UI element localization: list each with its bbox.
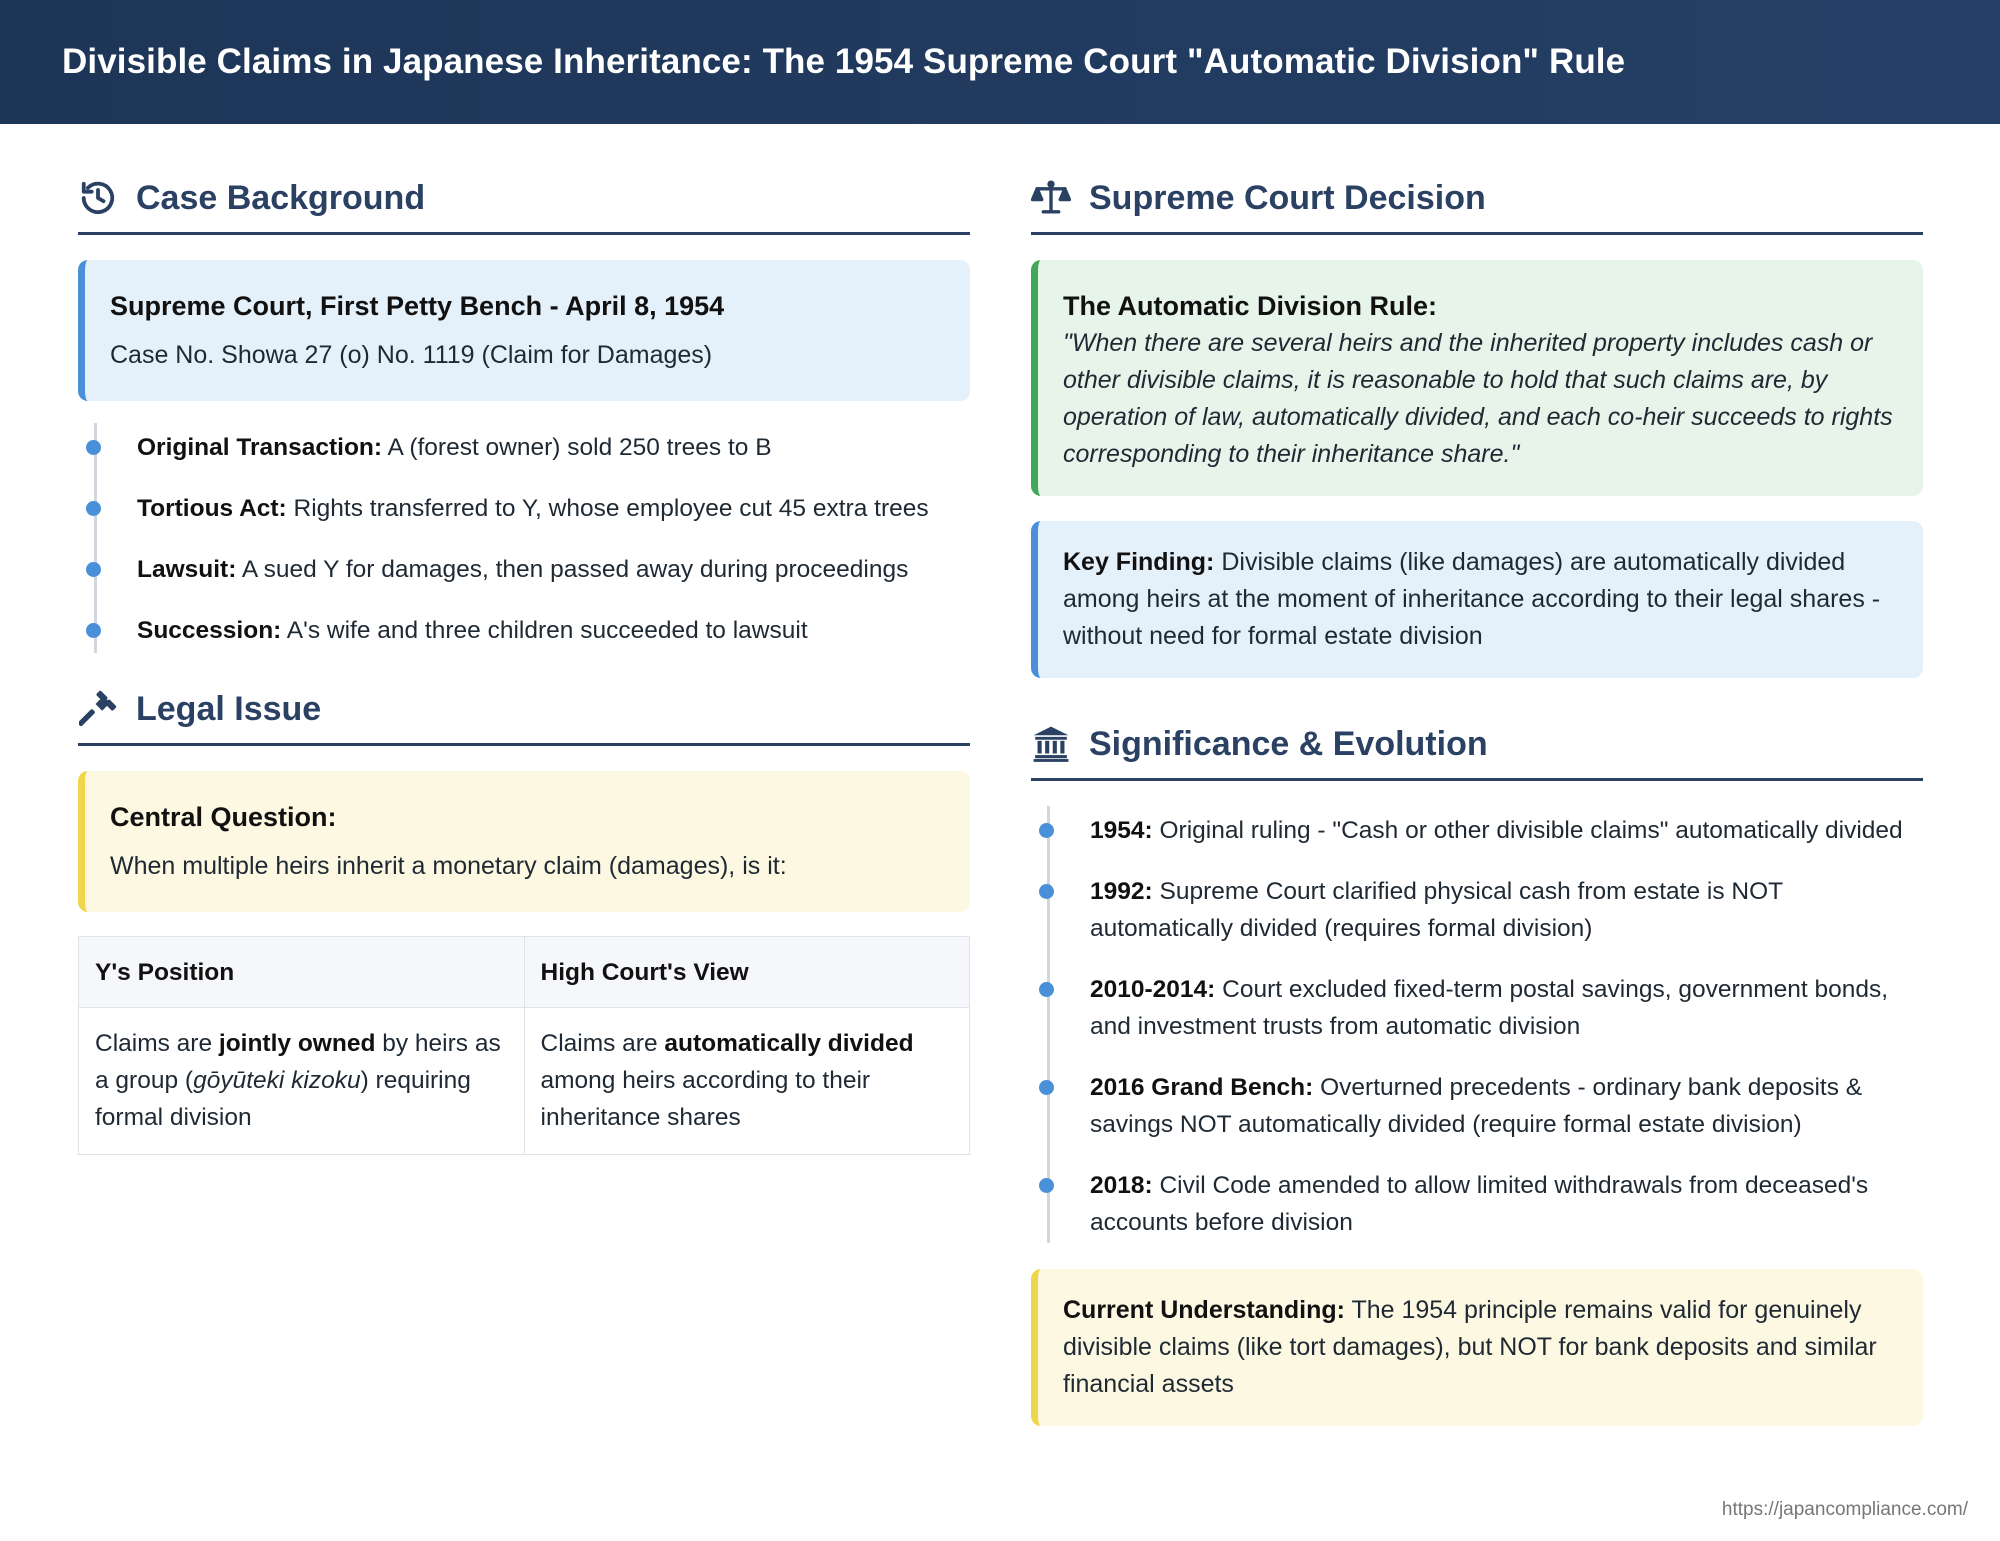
legal-issue-heading bbox=[78, 681, 970, 746]
gavel-icon bbox=[78, 689, 118, 729]
high-court-cell: Claims are automatically divided among heirs according to their inheritance shares bbox=[524, 1008, 970, 1155]
timeline-item: 1954: Original ruling - "Cash or other divisible claims" automatically divided bbox=[1090, 812, 1923, 849]
institution-icon bbox=[1031, 724, 1071, 764]
case-facts-list bbox=[94, 423, 970, 653]
current-label: Current Understanding: bbox=[1063, 1296, 1345, 1324]
decision-heading bbox=[1031, 170, 1923, 235]
evolution-timeline bbox=[1047, 806, 1923, 1243]
list-item: Lawsuit: A sued Y for damages, then passed away during proceedings bbox=[137, 551, 970, 588]
history-icon bbox=[78, 178, 118, 218]
section-title: Supreme Court Decision bbox=[1089, 178, 1486, 217]
question-title: Central Question: bbox=[110, 802, 337, 832]
court-title: Supreme Court, First Petty Bench - April 8, 1954 bbox=[110, 291, 725, 321]
case-background-heading bbox=[78, 170, 970, 235]
current-text: The 1954 principle remains valid for genuinely divisible claims (like tort damages), but NOT for bank deposits and similar financial assets bbox=[1063, 1296, 1877, 1398]
right-column bbox=[1031, 170, 1923, 1426]
list-item: Succession: A's wife and three children succeeded to lawsuit bbox=[137, 612, 970, 649]
finding-text: Divisible claims (like damages) are automatically divided among heirs at the moment of inheritance according to their legal shares - without need for formal estate division bbox=[1063, 548, 1881, 650]
finding-label: Key Finding: bbox=[1063, 548, 1215, 576]
central-question-box bbox=[78, 771, 970, 912]
positions-table bbox=[78, 936, 970, 1155]
list-item: Original Transaction: A (forest owner) sold 250 trees to B bbox=[137, 429, 970, 466]
automatic-division-rule-box bbox=[1031, 260, 1923, 496]
significance-heading bbox=[1031, 716, 1923, 781]
section-title: Legal Issue bbox=[136, 689, 322, 728]
timeline-item: 1992: Supreme Court clarified physical cash from estate is NOT automatically divided (requires formal division) bbox=[1090, 873, 1923, 947]
column-header: High Court's View bbox=[524, 937, 970, 1008]
section-title: Significance & Evolution bbox=[1089, 724, 1488, 763]
timeline-item: 2010-2014: Court excluded fixed-term postal savings, government bonds, and investment trusts from automatic division bbox=[1090, 971, 1923, 1045]
source-url: https://japancompliance.com/ bbox=[1721, 1499, 1968, 1520]
table-header-row bbox=[79, 937, 970, 1008]
rule-quote: "When there are several heirs and the inherited property includes cash or other divisible claims, it is reasonable to hold that such claims are, by operation of law, automatically divided, and each co-heir succeeds to rights corresponding to their inheritance share." bbox=[1063, 329, 1893, 468]
y-position-cell: Claims are jointly owned by heirs as a group (gōyūteki kizoku) requiring formal division bbox=[79, 1008, 525, 1155]
list-item: Tortious Act: Rights transferred to Y, whose employee cut 45 extra trees bbox=[137, 490, 970, 527]
table-row bbox=[79, 1008, 970, 1155]
page-header bbox=[0, 0, 2000, 124]
timeline-item: 2016 Grand Bench: Overturned precedents - ordinary bank deposits & savings NOT automatically divided (require formal estate division) bbox=[1090, 1069, 1923, 1143]
question-text: When multiple heirs inherit a monetary claim (damages), is it: bbox=[110, 852, 787, 880]
page-title: Divisible Claims in Japanese Inheritance: The 1954 Supreme Court "Automatic Division" Rule bbox=[62, 42, 1626, 81]
left-column bbox=[78, 170, 970, 1155]
current-understanding-box bbox=[1031, 1269, 1923, 1426]
key-finding-box bbox=[1031, 521, 1923, 678]
rule-title: The Automatic Division Rule: bbox=[1063, 291, 1438, 321]
timeline-item: 2018: Civil Code amended to allow limited withdrawals from deceased's accounts before division bbox=[1090, 1167, 1923, 1241]
section-title: Case Background bbox=[136, 178, 426, 217]
court-info-box bbox=[78, 260, 970, 401]
column-header: Y's Position bbox=[79, 937, 525, 1008]
case-number: Case No. Showa 27 (o) No. 1119 (Claim for Damages) bbox=[110, 341, 713, 369]
scales-icon bbox=[1031, 178, 1071, 218]
